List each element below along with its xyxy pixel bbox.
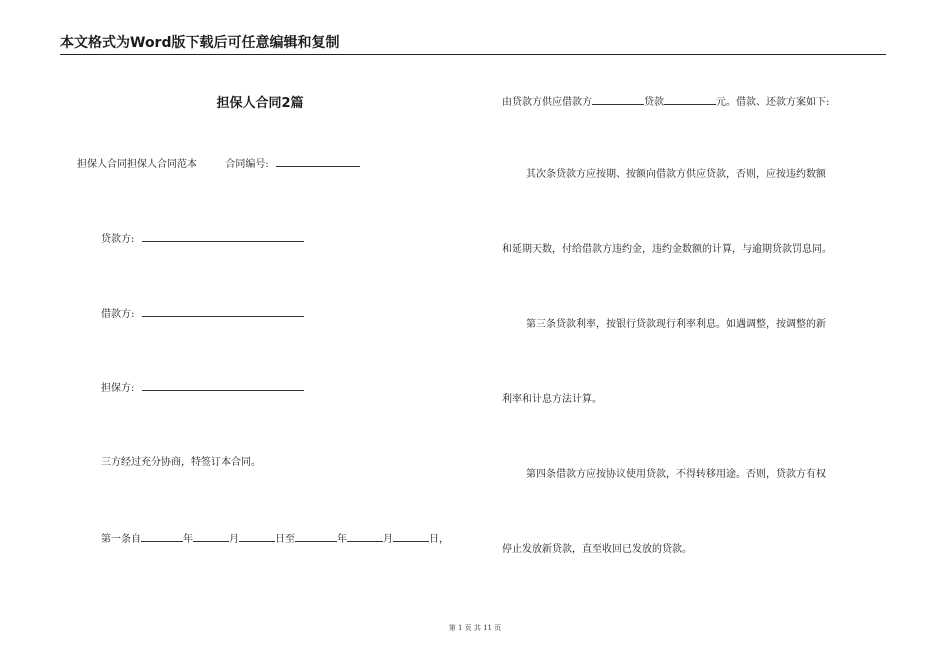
blank — [295, 531, 337, 542]
consensus-line: 三方经过充分协商，特签订本合同。 — [101, 457, 261, 468]
contract-no-label: 合同编号: — [225, 159, 269, 170]
guarantor-blank — [142, 380, 304, 391]
page-number: 第 1 页 共 11 页 — [448, 624, 502, 632]
lender-blank — [142, 231, 304, 242]
borrower-line — [101, 306, 304, 322]
right-para-2: 其次条贷款方应按期、按额向借款方供应贷款，否则，应按违约数额 — [526, 169, 826, 180]
guarantor-label: 担保方: — [101, 383, 135, 394]
blank — [239, 531, 275, 542]
right-para-4: 第三条贷款利率，按银行贷款现行利率利息。如遇调整，按调整的新 — [526, 319, 826, 330]
text-segment: 元。借款、还款方案如下: — [716, 97, 830, 108]
right-para-3: 和延期天数，付给借款方违约金，违约金数额的计算，与逾期贷款罚息同。 — [502, 244, 832, 255]
right-para-7: 停止发放新贷款，直至收回已发放的贷款。 — [502, 544, 692, 555]
lender-line — [101, 231, 304, 247]
article-1-line — [101, 531, 449, 547]
borrower-label: 借款方: — [101, 309, 135, 320]
right-para-6: 第四条借款方应按协议使用贷款，不得转移用途。否则，贷款方有权 — [526, 469, 826, 480]
day-end-label: 日， — [429, 534, 449, 545]
borrower-blank — [142, 306, 304, 317]
month-label: 月 — [383, 534, 393, 545]
month-label: 月 — [229, 534, 239, 545]
blank — [592, 94, 644, 105]
intro-line — [77, 156, 360, 172]
right-para-5: 利率和计息方法计算。 — [502, 394, 602, 405]
blank — [393, 531, 429, 542]
text-segment: 由贷款方供应借款方 — [502, 97, 592, 108]
document-header: 本文格式为Word版下载后可任意编辑和复制 — [60, 34, 886, 55]
year-label: 年 — [337, 534, 347, 545]
right-para-1 — [502, 94, 829, 110]
guarantor-line — [101, 380, 304, 396]
article-1-prefix: 第一条自 — [101, 534, 141, 545]
day-to-label: 日至 — [275, 534, 295, 545]
blank — [193, 531, 229, 542]
lender-label: 贷款方: — [101, 234, 135, 245]
document-title: 担保人合同2篇 — [216, 96, 304, 111]
contract-no-blank — [276, 156, 360, 167]
blank — [664, 94, 716, 105]
year-label: 年 — [183, 534, 193, 545]
text-segment: 贷款 — [644, 97, 664, 108]
blank — [347, 531, 383, 542]
intro-text: 担保人合同担保人合同范本 — [77, 159, 197, 170]
blank — [141, 531, 183, 542]
